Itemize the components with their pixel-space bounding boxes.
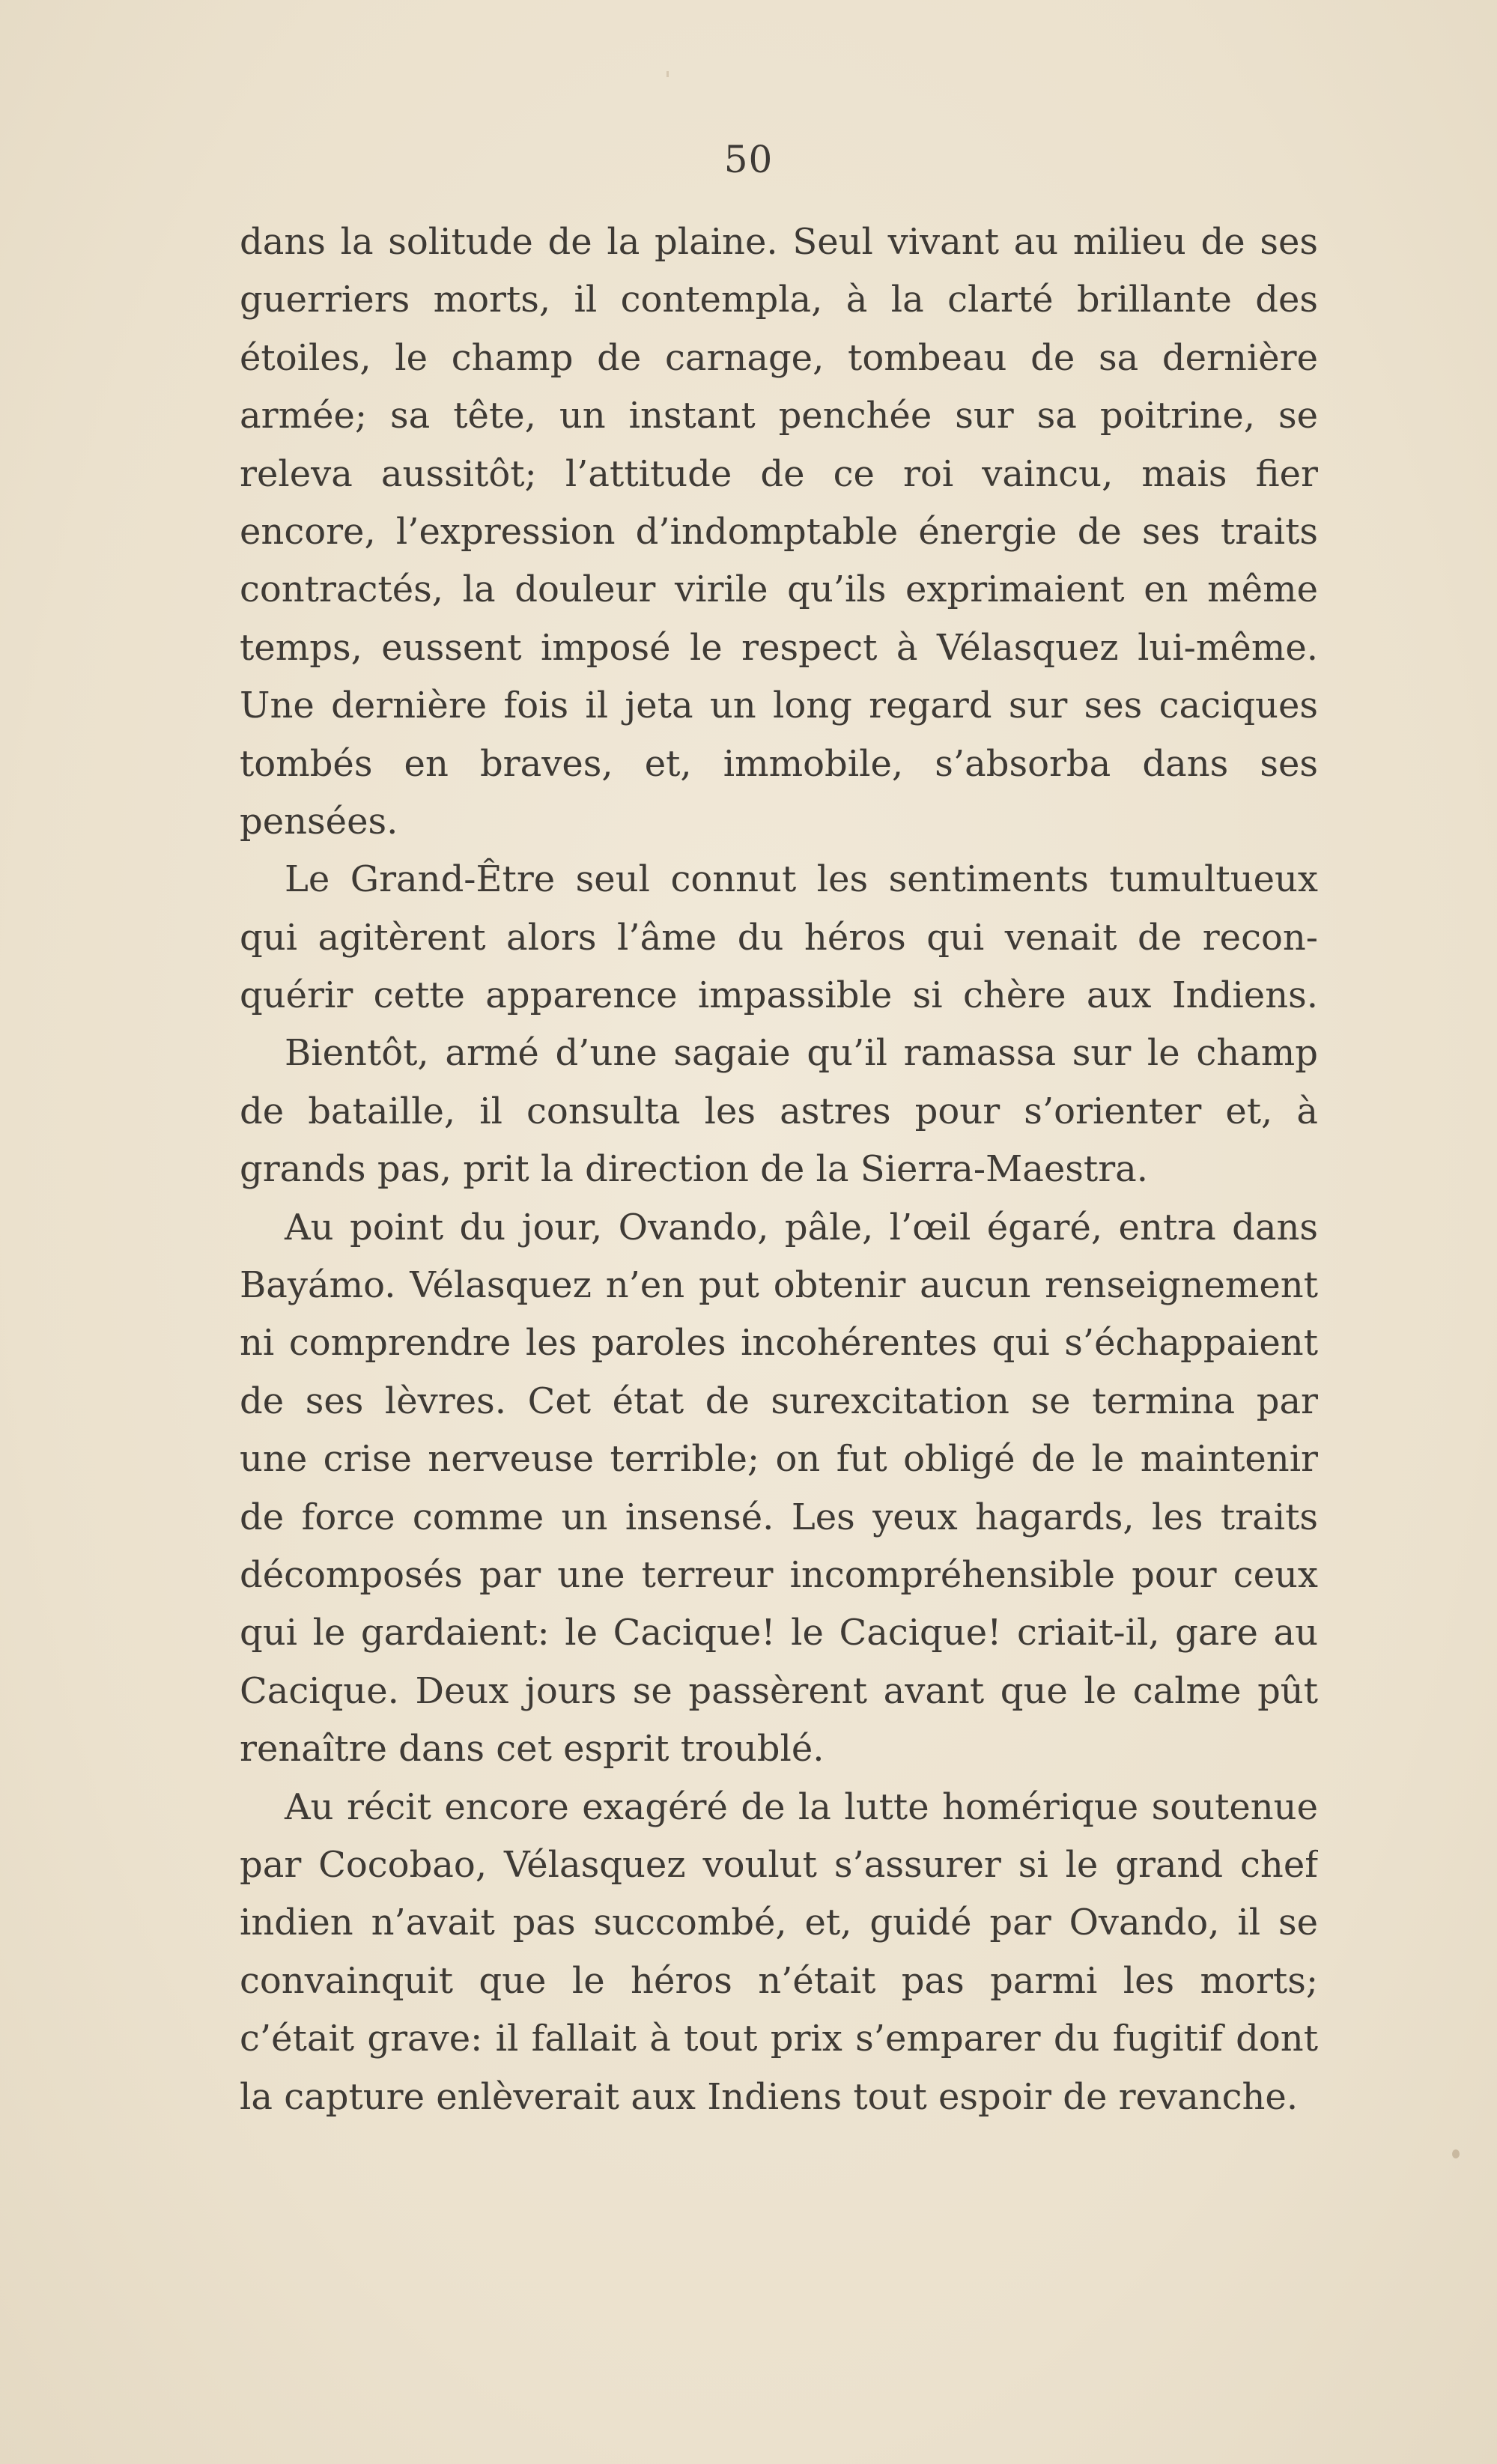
text-line: pensées. [240, 800, 398, 843]
text-line: Au point du jour, Ovando, pâle, l’œil égaré, entra dans [285, 1206, 1318, 1248]
text-line: Au récit encore exagéré de la lutte homérique soutenue [285, 1785, 1318, 1828]
text-line: décomposés par une terreur incompréhensible pour ceux [240, 1553, 1318, 1596]
text-line: contractés, la douleur virile qu’ils exprimaient en même [240, 568, 1318, 611]
text-line: releva aussitôt; l’attitude de ce roi vaincu, mais fier [240, 452, 1318, 495]
text-line: ni comprendre les paroles incohérentes qui s’échappaient [240, 1322, 1318, 1365]
text-line: qui le gardaient: le Cacique! le Cacique! criait-il, gare au [240, 1612, 1318, 1654]
text-line: c’était grave: il fallait à tout prix s’emparer du fugitif dont [240, 2018, 1318, 2060]
text-line: Bayámo. Vélasquez n’en put obtenir aucun renseignement [240, 1264, 1318, 1307]
text-line: Le Grand-Être seul connut les sentiments tumultueux [285, 858, 1318, 901]
text-line: de force comme un insensé. Les yeux hagards, les traits [240, 1496, 1318, 1538]
text-line: renaître dans cet esprit troublé. [240, 1728, 825, 1770]
text-line: de ses lèvres. Cet état de surexcitation se termina par [240, 1380, 1318, 1422]
text-line: par Cocobao, Vélasquez voulut s’assurer si le grand chef [240, 1843, 1318, 1886]
text-line: de bataille, il consulta les astres pour s’orienter et, à [240, 1090, 1318, 1132]
text-line: Bientôt, armé d’une sagaie qu’il ramassa sur le champ [285, 1032, 1318, 1075]
text-line: une crise nerveuse terrible; on fut obligé de le maintenir [240, 1438, 1318, 1481]
text-line: quérir cette apparence impassible si chère aux Indiens. [240, 974, 1318, 1017]
text-line: encore, l’expression d’indomptable énergie de ses traits [240, 510, 1318, 553]
text-line: qui agitèrent alors l’âme du héros qui venait de recon- [240, 916, 1318, 959]
body-text [240, 213, 1318, 2126]
text-line: tombés en braves, et, immobile, s’absorba dans ses [240, 742, 1318, 785]
text-line: guerriers morts, il contempla, à la clarté brillante des [240, 279, 1318, 321]
text-line: dans la solitude de la plaine. Seul vivant au milieu de ses [240, 221, 1318, 263]
text-line: la capture enlèverait aux Indiens tout espoir de revanche. [240, 2075, 1299, 2118]
paper-speck [1452, 2149, 1460, 2158]
text-line: temps, eussent imposé le respect à Vélasquez lui-même. [240, 626, 1318, 669]
paper-speck [666, 71, 669, 77]
text-line: indien n’avait pas succombé, et, guidé par Ovando, il se [240, 1902, 1318, 1944]
text-line: Une dernière fois il jeta un long regard sur ses caciques [240, 685, 1318, 727]
page-number: 50 [723, 138, 774, 181]
text-line: Cacique. Deux jours se passèrent avant que le calme pût [240, 1669, 1318, 1712]
text-line: convainquit que le héros n’était pas parmi les morts; [240, 1959, 1318, 2002]
text-line: armée; sa tête, un instant penchée sur sa poitrine, se [240, 395, 1318, 437]
text-line: étoiles, le champ de carnage, tombeau de sa dernière [240, 336, 1318, 379]
text-line: grands pas, prit la direction de la Sierra-Maestra. [240, 1148, 1149, 1191]
